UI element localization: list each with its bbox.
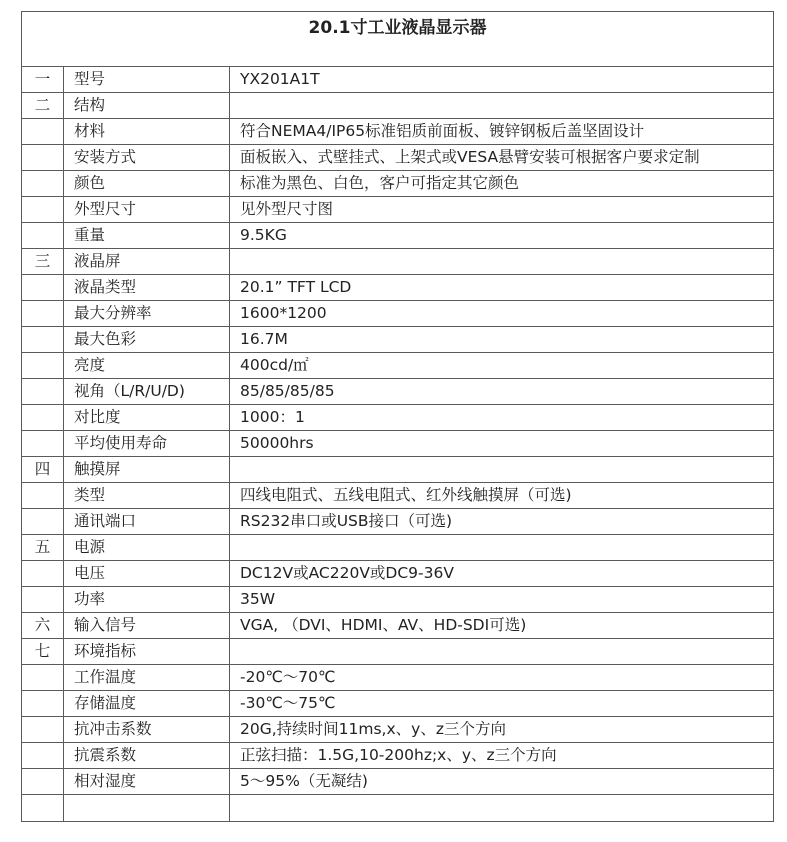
row-number-cell: [22, 587, 64, 613]
row-number-cell: [22, 223, 64, 249]
row-value-cell: 400cd/㎡: [230, 353, 774, 379]
table-row: [22, 587, 774, 613]
table-row: [22, 639, 774, 665]
row-label-cell: 触摸屏: [64, 457, 230, 483]
spec-table-body: [22, 12, 774, 822]
row-value-cell: 5～95%（无凝结): [230, 769, 774, 795]
row-number-cell: 三: [22, 249, 64, 275]
row-number-cell: [22, 691, 64, 717]
table-row: [22, 119, 774, 145]
row-value-cell: 85/85/85/85: [230, 379, 774, 405]
row-value-cell: 正弦扫描：1.5G,10-200hz;x、y、z三个方向: [230, 743, 774, 769]
table-row: [22, 67, 774, 93]
row-value-cell: 20G,持续时间11ms,x、y、z三个方向: [230, 717, 774, 743]
table-row: [22, 249, 774, 275]
empty-number-cell: [22, 795, 64, 822]
row-number-cell: 五: [22, 535, 64, 561]
table-row: [22, 275, 774, 301]
row-value-cell: 35W: [230, 587, 774, 613]
table-row: [22, 223, 774, 249]
row-number-cell: [22, 327, 64, 353]
row-value-cell: [230, 93, 774, 119]
row-label-cell: 最大分辨率: [64, 301, 230, 327]
row-value-cell: [230, 639, 774, 665]
row-label-cell: 功率: [64, 587, 230, 613]
empty-table-row: [22, 795, 774, 822]
table-row: [22, 665, 774, 691]
row-number-cell: 一: [22, 67, 64, 93]
table-row: [22, 197, 774, 223]
table-row: [22, 301, 774, 327]
row-label-cell: 型号: [64, 67, 230, 93]
row-value-cell: [230, 249, 774, 275]
title-row: [22, 12, 774, 67]
row-number-cell: [22, 561, 64, 587]
row-value-cell: [230, 457, 774, 483]
row-label-cell: 电源: [64, 535, 230, 561]
row-number-cell: [22, 405, 64, 431]
table-row: [22, 483, 774, 509]
row-label-cell: 抗震系数: [64, 743, 230, 769]
table-row: [22, 379, 774, 405]
row-value-cell: 1600*1200: [230, 301, 774, 327]
row-value-cell: YX201A1T: [230, 67, 774, 93]
row-label-cell: 相对湿度: [64, 769, 230, 795]
row-value-cell: RS232串口或USB接口（可选): [230, 509, 774, 535]
row-number-cell: 七: [22, 639, 64, 665]
table-row: [22, 327, 774, 353]
row-value-cell: 见外型尺寸图: [230, 197, 774, 223]
table-row: [22, 691, 774, 717]
row-number-cell: [22, 743, 64, 769]
row-number-cell: [22, 483, 64, 509]
row-number-cell: [22, 119, 64, 145]
row-value-cell: VGA, （DVI、HDMI、AV、HD-SDI可选): [230, 613, 774, 639]
row-label-cell: 通讯端口: [64, 509, 230, 535]
row-number-cell: [22, 379, 64, 405]
table-row: [22, 171, 774, 197]
row-number-cell: 四: [22, 457, 64, 483]
row-value-cell: 符合NEMA4/IP65标准铝质前面板、镀锌钢板后盖坚固设计: [230, 119, 774, 145]
row-number-cell: [22, 717, 64, 743]
row-value-cell: 标准为黑色、白色，客户可指定其它颜色: [230, 171, 774, 197]
row-value-cell: DC12V或AC220V或DC9-36V: [230, 561, 774, 587]
table-row: [22, 743, 774, 769]
row-label-cell: 颜色: [64, 171, 230, 197]
row-label-cell: 类型: [64, 483, 230, 509]
row-number-cell: 六: [22, 613, 64, 639]
row-number-cell: [22, 665, 64, 691]
row-label-cell: 视角（L/R/U/D): [64, 379, 230, 405]
row-label-cell: 结构: [64, 93, 230, 119]
row-label-cell: 材料: [64, 119, 230, 145]
row-number-cell: [22, 353, 64, 379]
row-label-cell: 对比度: [64, 405, 230, 431]
row-number-cell: [22, 769, 64, 795]
row-number-cell: [22, 301, 64, 327]
table-row: [22, 509, 774, 535]
empty-label-cell: [64, 795, 230, 822]
row-label-cell: 重量: [64, 223, 230, 249]
row-label-cell: 环境指标: [64, 639, 230, 665]
row-label-cell: 外型尺寸: [64, 197, 230, 223]
empty-value-cell: [230, 795, 774, 822]
table-row: [22, 535, 774, 561]
row-value-cell: -20℃～70℃: [230, 665, 774, 691]
row-number-cell: [22, 431, 64, 457]
table-row: [22, 561, 774, 587]
table-row: [22, 457, 774, 483]
row-label-cell: 亮度: [64, 353, 230, 379]
row-value-cell: [230, 535, 774, 561]
table-row: [22, 405, 774, 431]
row-value-cell: 16.7M: [230, 327, 774, 353]
row-label-cell: 液晶屏: [64, 249, 230, 275]
row-number-cell: 二: [22, 93, 64, 119]
row-value-cell: -30℃～75℃: [230, 691, 774, 717]
row-value-cell: 20.1” TFT LCD: [230, 275, 774, 301]
table-row: [22, 431, 774, 457]
row-label-cell: 液晶类型: [64, 275, 230, 301]
table-row: [22, 93, 774, 119]
row-number-cell: [22, 275, 64, 301]
row-label-cell: 输入信号: [64, 613, 230, 639]
row-value-cell: 50000hrs: [230, 431, 774, 457]
row-value-cell: 四线电阻式、五线电阻式、红外线触摸屏（可选): [230, 483, 774, 509]
table-row: [22, 353, 774, 379]
row-number-cell: [22, 171, 64, 197]
row-value-cell: 面板嵌入、式壁挂式、上架式或VESA悬臂安装可根据客户要求定制: [230, 145, 774, 171]
table-row: [22, 613, 774, 639]
row-number-cell: [22, 509, 64, 535]
table-row: [22, 769, 774, 795]
row-value-cell: 1000：1: [230, 405, 774, 431]
table-row: [22, 145, 774, 171]
row-label-cell: 电压: [64, 561, 230, 587]
row-value-cell: 9.5KG: [230, 223, 774, 249]
table-title: 20.1寸工业液晶显示器: [22, 12, 774, 67]
row-label-cell: 抗冲击系数: [64, 717, 230, 743]
row-number-cell: [22, 145, 64, 171]
spec-table: [21, 11, 774, 822]
row-label-cell: 工作温度: [64, 665, 230, 691]
row-label-cell: 平均使用寿命: [64, 431, 230, 457]
table-row: [22, 717, 774, 743]
row-number-cell: [22, 197, 64, 223]
row-label-cell: 最大色彩: [64, 327, 230, 353]
row-label-cell: 存储温度: [64, 691, 230, 717]
row-label-cell: 安装方式: [64, 145, 230, 171]
